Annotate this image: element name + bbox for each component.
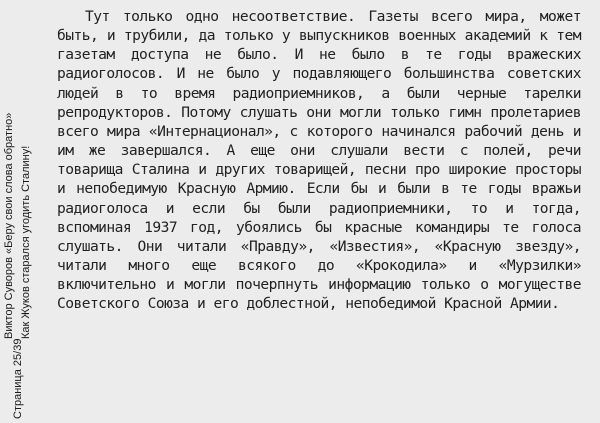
page-margin <box>0 0 50 423</box>
chapter-title: Как Жуков старался угодить Сталину! <box>20 145 32 339</box>
body-text <box>57 7 581 314</box>
vertical-header <box>0 0 50 423</box>
book-title: Виктор Суворов «Беру свои слова обратно» <box>3 112 15 339</box>
page-number: Страница 25/39 <box>12 338 24 419</box>
paragraph: Тут только одно несоответствие. Газеты всего мира, может быть, и трубили, да только у выпускников военных академий к тем газетам доступа не было. И не было в те годы вражеских радиоголосов. И не было у подавляющего большинства советских людей в то время радиоприемников, а были черные тарелки репродукторов. Потому слушать они могли только гимн пролетариев всего мира «Интернационал», с которого начинался рабочий день и им же завершался. А еще они слушали вести с полей, речи товарища Сталина и других товарищей, песни про широкие просторы и непобедимую Красную Армию. Если бы и были в те годы вражьи радиоголоса и если бы были радиоприемники, то и тогда, вспоминая 1937 год, убоялись бы красные командиры те голоса слушать. Они читали «Правду», «Известия», «Красную звезду», читали много еще всякого до «Крокодила» и «Мурзилки» включительно и могли почерпнуть информацию только о могуществе Советского Союза и его доблестной, непобедимой Красной Армии. <box>57 8 581 313</box>
